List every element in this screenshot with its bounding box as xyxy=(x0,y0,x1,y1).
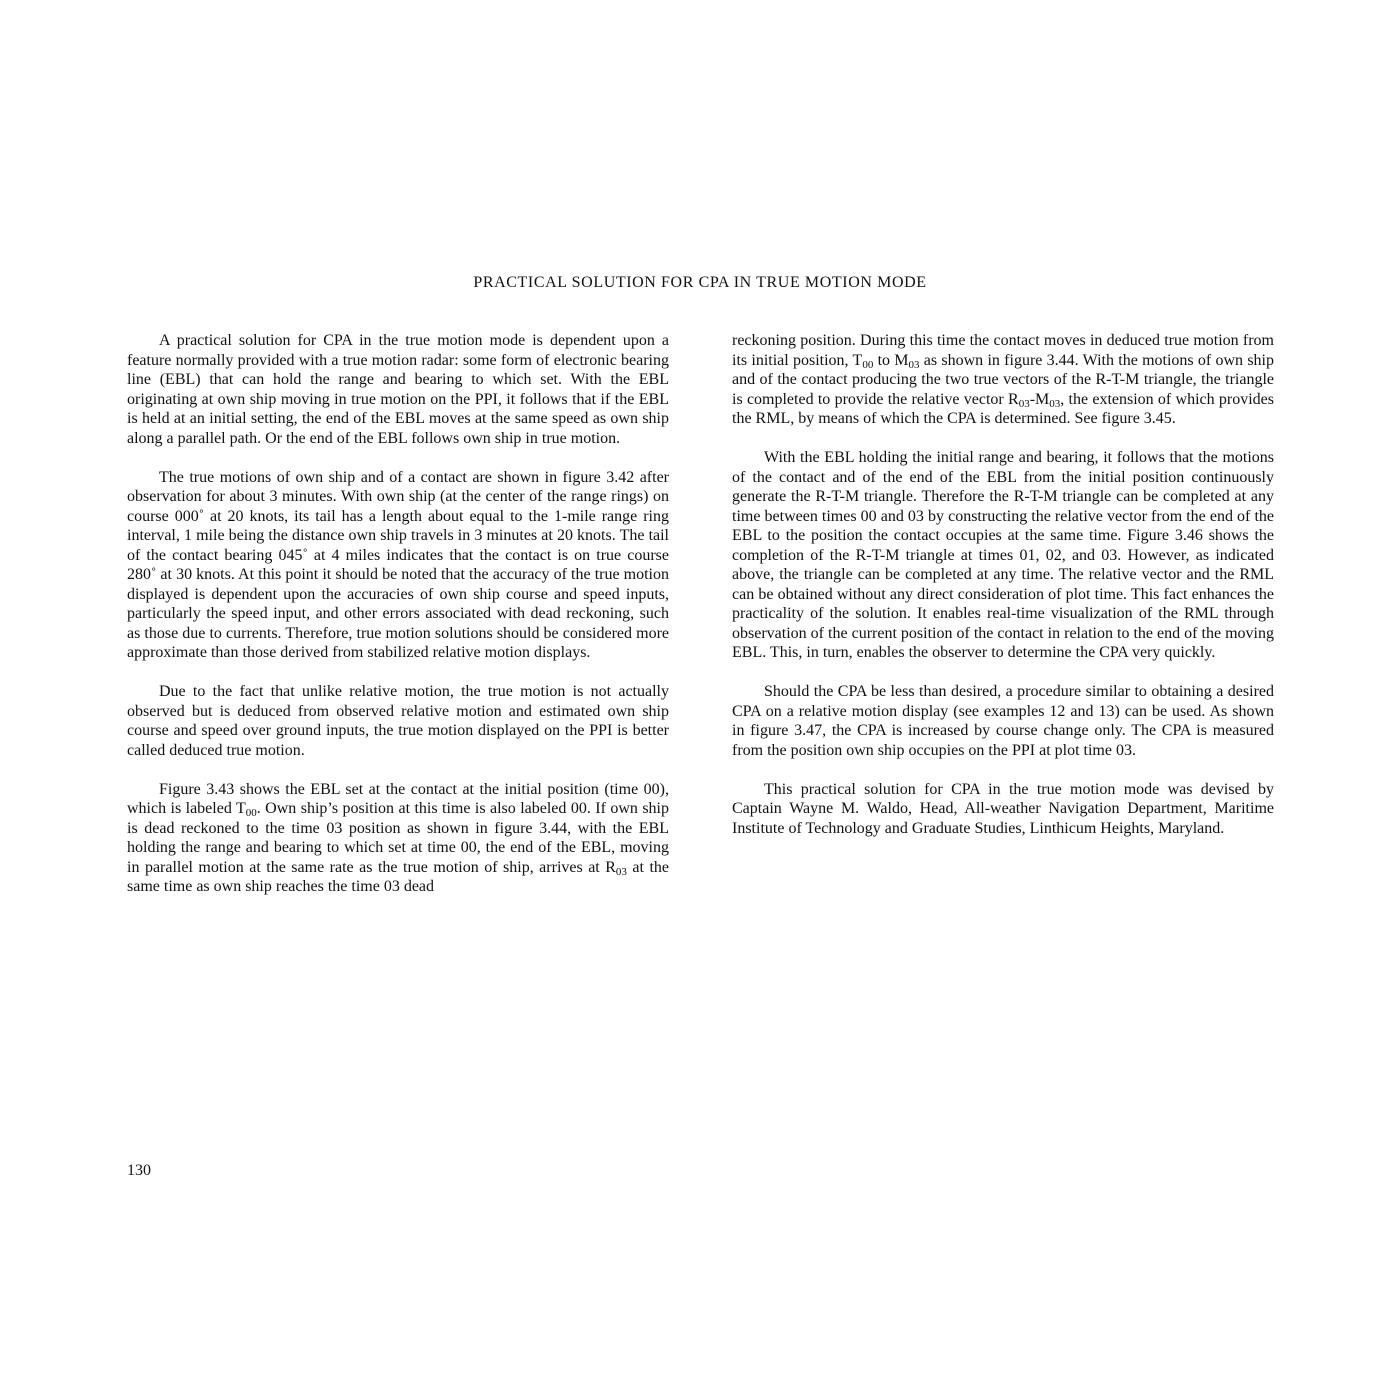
text-segment: Figure 3.43 shows the EBL set at the contact at the initial position (time 00), which is labeled T xyxy=(127,780,669,817)
left-column xyxy=(127,331,669,916)
paragraph-deduced-true-motion: Due to the fact that unlike relative motion, the true motion is not actually observed but is deduced from observed relative motion and estimated own ship course and speed over ground inputs, the true motion displayed on the PPI is better called deduced true motion. xyxy=(127,683,669,759)
text-segment: . Own ship’s position at this time is also labeled 00. If own ship is dead reckoned to the time 03 position as shown in figure 3.44, with the EBL holding the range and bearing to which set at time 00, the end of the EBL, moving in parallel motion at the same rate as the true motion of ship, arrives at R xyxy=(127,800,670,876)
subscript: 00 xyxy=(862,358,874,371)
text-segment: -M xyxy=(1029,390,1050,408)
text-segment: as shown in figure 3.44. With the motions of own ship and of the contact producing the two true vectors of the R-T-M triangle, the triangle is completed to provide the relative vector R xyxy=(732,351,1275,408)
subscript: 00 xyxy=(245,807,257,819)
paragraph-credit: This practical solution for CPA in the true motion mode was devised by Captain Wayne M. Waldo, Head, All-weather Navigation Department, Maritime Institute of Technology and Graduate Studies, Linthicum Heights, Maryland. xyxy=(732,780,1274,837)
paragraph-continued-reckoning xyxy=(732,331,1274,429)
paragraph-figure-3-43 xyxy=(127,780,669,897)
paragraph-true-motion-ebl: A practical solution for CPA in the true motion mode is dependent upon a feature normally provided with a true motion radar: some form of electronic bearing line (EBL) that can hold the range and bearing to which set. With the EBL originating at own ship moving in true motion on the PPI, it follows that if the EBL is held at an initial setting, the end of the EBL moves at the same speed as own ship along a parallel path. Or the end of the EBL follows own ship in true motion. xyxy=(127,332,669,447)
subscript: 03 xyxy=(1049,397,1061,410)
right-column xyxy=(732,331,1274,858)
subscript: 03 xyxy=(1018,397,1030,410)
paragraph-true-motions-figure-3-42: The true motions of own ship and of a contact are shown in figure 3.42 after observation for about 3 minutes. With own ship (at the center of the range rings) on course 000˚ at 20 knots, its tail has a length about equal to the 1-mile range ring interval, 1 mile being the distance own ship travels in 3 minutes at 20 knots. The tail of the contact bearing 045˚ at 4 miles indicates that the contact is on true course 280˚ at 30 knots. At this point it should be noted that the accuracy of the true motion displayed is dependent upon the accuracies of own ship course and speed inputs, particularly the speed input, and other errors associated with dead reckoning, such as those due to currents. Therefore, true motion solutions should be considered more approximate than those derived from stabilized relative motion displays. xyxy=(127,468,669,661)
paragraph-rtm-triangle: With the EBL holding the initial range and bearing, it follows that the motions of the contact and of the end of the EBL from the initial position continuously generate the R-T-M triangle. Therefore the R-T-M triangle can be completed at any time between times 00 and 03 by constructing the relative vector from the end of the EBL to the position the contact occupies at the same time. Figure 3.46 shows the completion of the R-T-M triangle at times 01, 02, and 03. However, as indicated above, the triangle can be completed at any time. The relative vector and the RML can be obtained without any direct consideration of plot time. This fact enhances the practicality of the solution. It enables real-time visualization of the RML through observation of the current position of the contact in relation to the end of the moving EBL. This, in turn, enables the observer to determine the CPA very quickly. xyxy=(732,449,1274,661)
text-segment: at the same time as own ship reaches the time 03 dead xyxy=(127,858,670,895)
subscript: 03 xyxy=(908,358,920,371)
text-segment: reckoning position. During this time the contact moves in deduced true motion from its initial position, T xyxy=(732,332,1274,369)
text-segment: , the extension of which provides the RML, by means of which the CPA is determined. See figure 3.45. xyxy=(732,390,1274,427)
page-number: 130 xyxy=(127,1162,151,1179)
paragraph-desired-cpa: Should the CPA be less than desired, a procedure similar to obtaining a desired CPA on a relative motion display (see examples 12 and 13) can be used. As shown in figure 3.47, the CPA is increased by course change only. The CPA is measured from the position own ship occupies on the PPI at plot time 03. xyxy=(732,683,1274,759)
text-segment: to M xyxy=(873,351,909,369)
subscript: 03 xyxy=(615,865,627,878)
page-title: PRACTICAL SOLUTION FOR CPA IN TRUE MOTION MODE xyxy=(473,274,927,291)
